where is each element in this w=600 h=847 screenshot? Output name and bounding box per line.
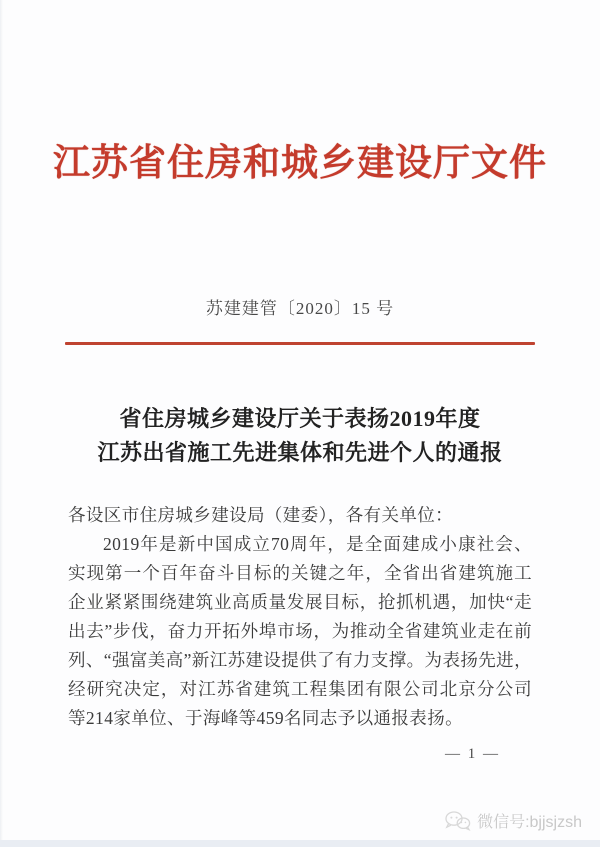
body-paragraph: 2019年是新中国成立70周年，是全面建成小康社会、实现第一个百年奋斗目标的关键之年，全省出省建筑施工企业紧紧围绕建筑业高质量发展目标，抢抓机遇，加快“走出去”步伐，奋力开拓外埠市场，为推动全省建筑业走在前列、“强富美高”新江苏建设提供了有力支撑。为表扬先进，经研究决定，对江苏省建筑工程集团有限公司北京分公司等214家单位、于海峰等459名同志予以通报表扬。 <box>68 533 532 728</box>
red-separator-line <box>65 342 535 345</box>
salutation-line: 各设区市住房城乡建设局（建委），各有关单位： <box>68 504 454 525</box>
document-body <box>68 501 532 733</box>
page-bottom-edge <box>0 840 600 847</box>
document-title-line-2: 江苏出省施工先进集体和先进个人的通报 <box>97 439 503 465</box>
watermark <box>444 809 582 832</box>
watermark-text: 微信号:bjjsjzsh <box>477 814 582 831</box>
page-number: — 1 — <box>445 746 500 762</box>
document-number: 苏建建管〔2020〕15 号 <box>205 298 395 318</box>
wechat-icon <box>444 810 471 832</box>
document-title <box>0 402 600 470</box>
document-title-line-1: 省住房城乡建设厅关于表扬2019年度 <box>119 405 481 431</box>
document-header-title: 江苏省住房和城乡建设厅文件 <box>53 143 547 184</box>
